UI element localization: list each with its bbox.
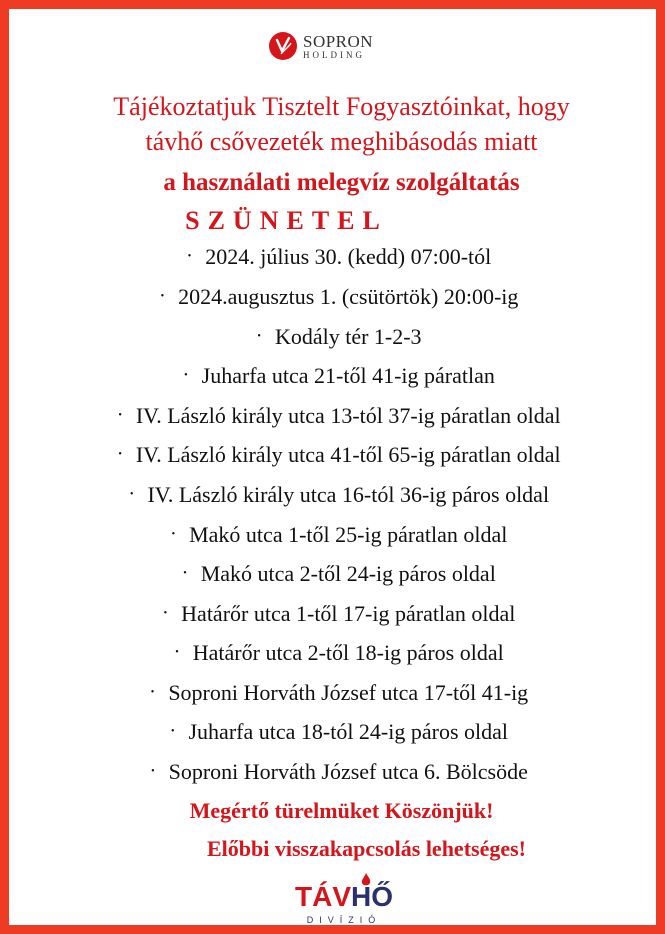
divizio-label: DIVÍZIÓ (306, 915, 382, 925)
list-item: • IV. László király utca 13-tól 37-ig páratlan oldal (118, 403, 561, 428)
list-item: • 2024. július 30. (kedd) 07:00-tól (187, 244, 492, 269)
bullet-icon: • (118, 449, 122, 461)
stop-heading: SZÜNETEL (185, 206, 388, 235)
logo-name: SOPRON (303, 31, 374, 51)
sopron-logo-icon (268, 31, 298, 61)
tavho-wordmark: TÁVHŐ (295, 881, 393, 912)
list-item: • Határőr utca 1-től 17-ig páratlan oldal (163, 601, 516, 626)
list-item: • Határőr utca 2-től 18-ig páros oldal (175, 640, 504, 665)
bullet-icon: • (118, 410, 122, 422)
bullet-icon: • (151, 766, 155, 778)
intro-line-1: Tájékoztatjuk Tisztelt Fogyasztóinkat, hogy (113, 92, 570, 121)
list-item: • Soproni Horváth József utca 6. Bölcsöde (151, 759, 528, 784)
bullet-icon: • (184, 370, 188, 382)
list-item: • Kodály tér 1-2-3 (257, 324, 422, 349)
bullet-icon: • (257, 331, 261, 343)
list-item: • Juharfa utca 18-tól 24-ig páros oldal (170, 719, 509, 744)
bullet-icon: • (175, 647, 179, 659)
list-item: • Makó utca 2-től 24-ig páros oldal (183, 561, 496, 586)
list-item: • Juharfa utca 21-től 41-ig páratlan (184, 363, 495, 388)
reconnect-line: Előbbi visszakapcsolás lehetséges! (206, 836, 527, 861)
thanks-line: Megértő türelmüket Köszönjük! (189, 798, 494, 823)
list-item: • IV. László király utca 16-tól 36-ig páros oldal (129, 482, 550, 507)
bullet-icon: • (160, 291, 165, 303)
bullet-icon: • (183, 568, 187, 580)
bullet-icon: • (171, 529, 176, 541)
list-item: • Makó utca 1-től 25-ig páratlan oldal (171, 522, 508, 547)
sopron-holding-logo (268, 31, 373, 61)
service-line: a használati melegvíz szolgáltatás (163, 169, 520, 196)
bullet-icon: • (187, 251, 192, 263)
list-item: • Soproni Horváth József utca 17-től 41-ig (150, 680, 529, 705)
tavho-divizio-logo (289, 877, 399, 929)
bullet-icon: • (129, 489, 134, 501)
list-item: • IV. László király utca 41-től 65-ig páratlan oldal (118, 442, 561, 467)
bullet-icon: • (163, 608, 168, 620)
bullet-icon: • (170, 726, 175, 738)
list-item: • 2024.augusztus 1. (csütörtök) 20:00-ig (160, 284, 519, 309)
logo-sub: HOLDING (303, 49, 365, 60)
intro-line-2: távhő csővezeték meghibásodás miatt (145, 127, 538, 156)
bullet-icon: • (150, 687, 155, 699)
